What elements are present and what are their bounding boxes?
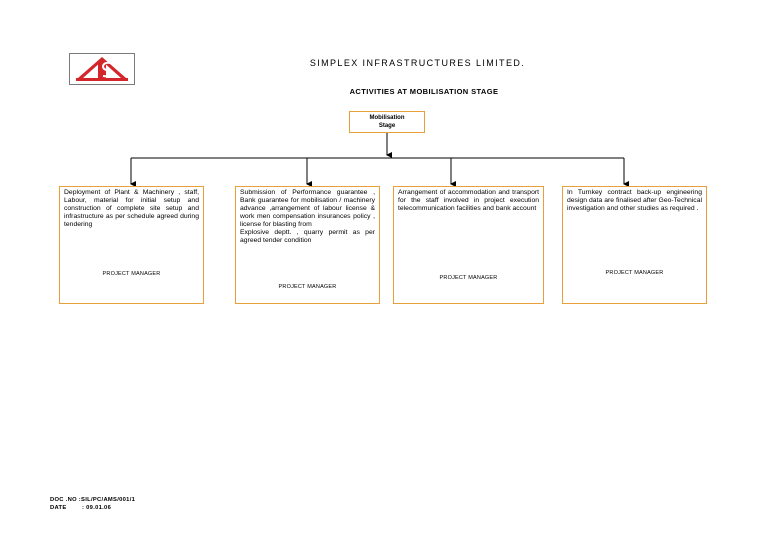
activity-text-continued: Explosive deptt. , quarry permit as per agreed tender condition xyxy=(240,229,375,244)
activity-role: PROJECT MANAGER xyxy=(439,275,498,281)
doc-number-label: DOC .NO : xyxy=(50,497,82,503)
date-label: DATE xyxy=(50,505,67,511)
activity-box-deployment xyxy=(59,186,204,304)
date-value: : 09.01.06 xyxy=(82,505,112,511)
activity-box-arrangement xyxy=(393,186,544,304)
activity-role: PROJECT MANAGER xyxy=(102,271,161,277)
activity-text: Deployment of Plant & Machinery , staff, Labour, material for initial setup and construction of complete site setup and infrastructure as per schedule agreed during tendering xyxy=(64,189,199,228)
activity-text: Submission of Performance guarantee , Bank guarantee for mobilisation / machinery advance ,arrangement of labour license & work men compensation insurances policy , license for blasting from xyxy=(240,189,375,228)
root-label-line2: Stage xyxy=(378,123,396,129)
doc-number-value: SIL/PC/AMS/001/1 xyxy=(81,497,136,503)
root-label-line1: Mobilisation xyxy=(369,115,405,121)
company-name: SIMPLEX INFRASTRUCTURES LIMITED. xyxy=(309,58,526,68)
activity-role: PROJECT MANAGER xyxy=(278,284,337,290)
doc-number-row xyxy=(50,496,135,504)
activity-text: In Turnkey contract back-up engineering design data are finalised after Geo-Technical investigation and other studies as required . xyxy=(567,189,702,212)
document-footer xyxy=(50,496,135,512)
activity-text: Arrangement of accommodation and transport for the staff involved in project execution telecommunication facilities and bank account xyxy=(398,189,539,212)
activity-box-submission xyxy=(235,186,380,304)
date-row xyxy=(50,504,135,512)
page-title: ACTIVITIES AT MOBILISATION STAGE xyxy=(349,87,499,96)
activity-box-engineering xyxy=(562,186,707,304)
activity-role: PROJECT MANAGER xyxy=(605,270,664,276)
